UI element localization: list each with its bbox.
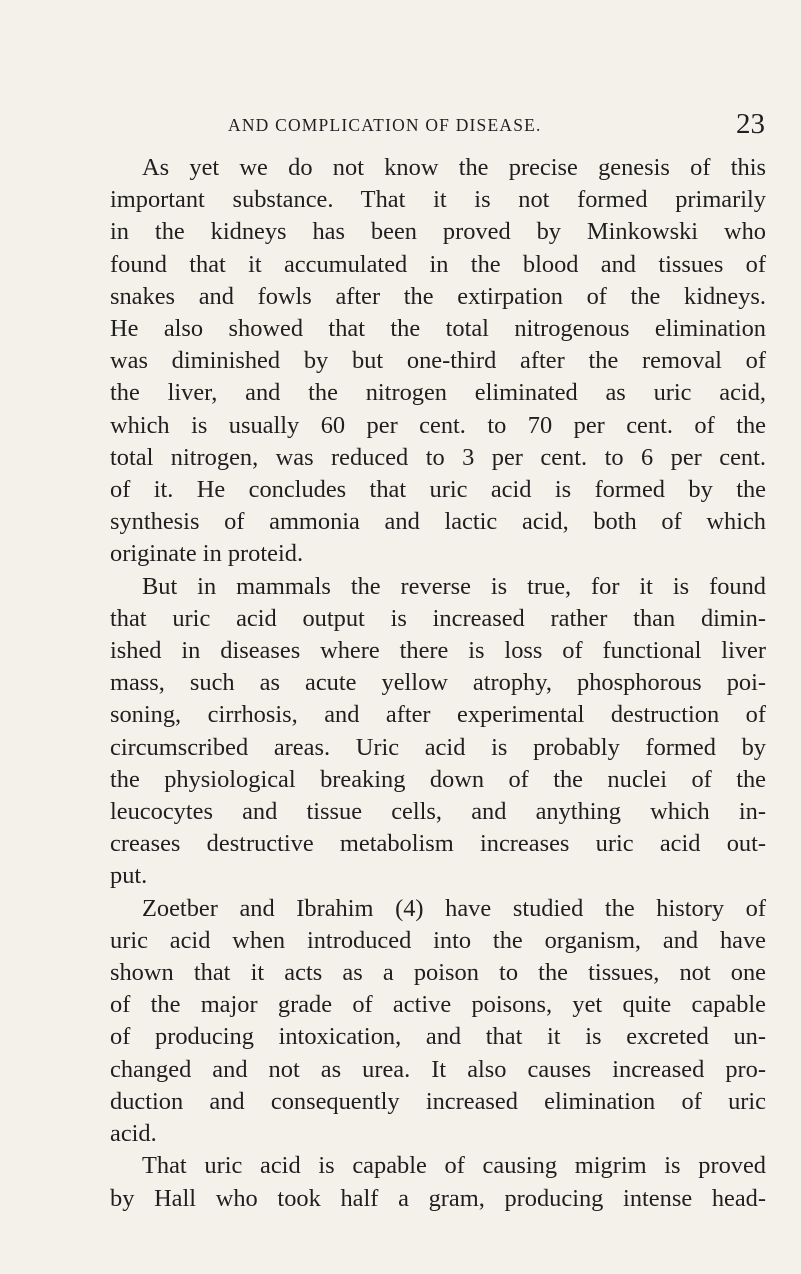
- text-line-12: synthesis of ammonia and lactic acid, both of which: [110, 508, 766, 536]
- text-line-25: uric acid when introduced into the organism, and have: [110, 926, 766, 954]
- text-line-7: was diminished by but one-third after the removal of: [110, 347, 766, 375]
- text-line-20: the physiological breaking down of the nuclei of the: [110, 765, 766, 793]
- page-number: 23: [736, 108, 765, 140]
- text-line-23: put.: [110, 862, 148, 890]
- text-line-11: of it. He concludes that uric acid is formed by the: [110, 476, 766, 504]
- text-line-9: which is usually 60 per cent. to 70 per cent. of the: [110, 411, 766, 439]
- text-line-13: originate in proteid.: [110, 540, 304, 568]
- text-line-14: But in mammals the reverse is true, for it is found: [142, 572, 766, 600]
- text-line-15: that uric acid output is increased rather than dimin-: [110, 604, 766, 632]
- text-line-16: ished in diseases where there is loss of functional liver: [110, 637, 766, 665]
- text-line-24: Zoetber and Ibrahim (4) have studied the history of: [142, 894, 766, 922]
- text-line-31: acid.: [110, 1120, 157, 1148]
- text-line-29: changed and not as urea. It also causes increased pro-: [110, 1055, 766, 1083]
- text-line-2: important substance. That it is not formed primarily: [110, 186, 766, 214]
- text-line-18: soning, cirrhosis, and after experimental destruction of: [110, 701, 766, 729]
- text-line-10: total nitrogen, was reduced to 3 per cent. to 6 per cent.: [110, 443, 766, 471]
- text-line-5: snakes and fowls after the extirpation of the kidneys.: [110, 282, 766, 310]
- text-line-26: shown that it acts as a poison to the tissues, not one: [110, 959, 766, 987]
- running-title: AND COMPLICATION OF DISEASE.: [228, 115, 542, 135]
- text-line-1: As yet we do not know the precise genesis of this: [142, 154, 766, 181]
- text-line-3: in the kidneys has been proved by Minkowski who: [110, 218, 766, 246]
- body-text: [110, 152, 766, 1215]
- text-line-32: That uric acid is capable of causing migrim is proved: [142, 1152, 766, 1180]
- text-line-22: creases destructive metabolism increases uric acid out-: [110, 830, 766, 858]
- running-head: [0, 108, 801, 141]
- text-line-8: the liver, and the nitrogen eliminated as uric acid,: [110, 379, 766, 407]
- text-line-19: circumscribed areas. Uric acid is probably formed by: [110, 733, 766, 761]
- text-line-21: leucocytes and tissue cells, and anything which in-: [110, 798, 766, 826]
- text-line-17: mass, such as acute yellow atrophy, phosphorous poi-: [110, 669, 766, 697]
- text-line-33: by Hall who took half a gram, producing intense head-: [110, 1184, 766, 1212]
- text-line-6: He also showed that the total nitrogenous elimination: [110, 315, 766, 343]
- text-line-4: found that it accumulated in the blood and tissues of: [110, 250, 766, 278]
- text-line-30: duction and consequently increased elimination of uric: [110, 1087, 766, 1115]
- text-line-27: of the major grade of active poisons, yet quite capable: [110, 991, 766, 1019]
- text-line-28: of producing intoxication, and that it is excreted un-: [110, 1023, 766, 1051]
